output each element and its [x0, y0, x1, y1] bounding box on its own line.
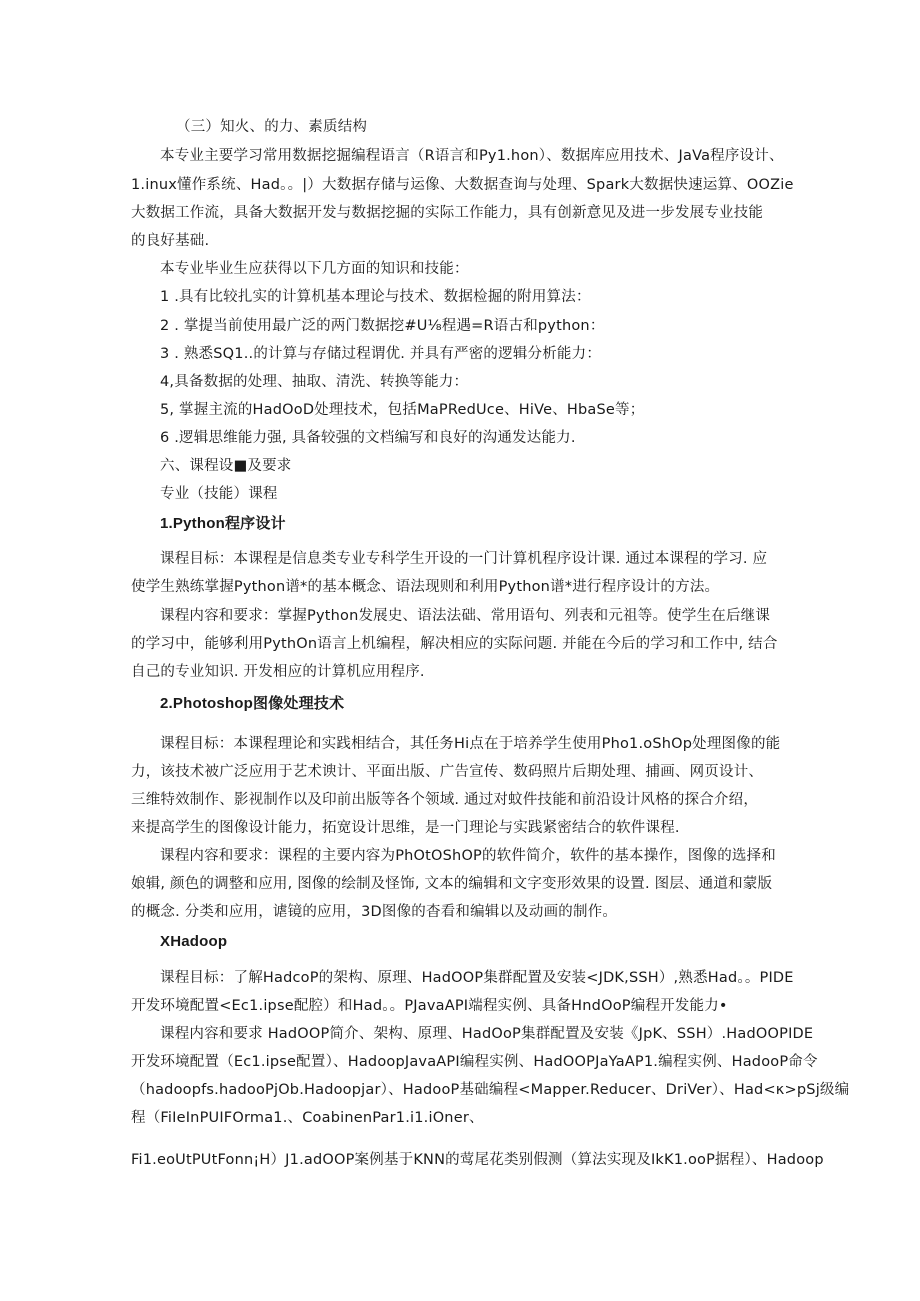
course-title-photoshop: 2.Photoshop图像处理技术 [160, 695, 345, 712]
paragraph-line: 大数据工作流，具备大数据开发与数据挖掘的实际工作能力，具有创新意见及进一步发展专业技能 [131, 205, 764, 221]
paragraph-line: 开发环境配置<Ec1.ipse配腔）和Had。。PJavaAPI端程实例、具备HndOoP编程开发能力• [131, 998, 728, 1014]
paragraph-line: 课程目标：了解HadcoP的架构、原理、HadOOP集群配置及安装<JDK,SSH）,熟悉Had。。PIDE [160, 970, 794, 986]
paragraph-line: 娘辑, 颜色的调整和应用, 图像的绘制及怪饰, 文本的编辑和文字变形效果的设置. 图层、通道和蒙版 [131, 876, 773, 892]
paragraph-line: 开发环境配置（Ec1.ipse配置）、HadoopJavaAPI编程实例、HadOOPJaYaAP1.编程实例、HadooP命令 [131, 1054, 818, 1070]
list-item: 4,具备数据的处理、抽取、清洗、转换等能力： [160, 374, 469, 390]
list-item: 3 . 熟悉SQ1..的计算与存储过程谓优. 并具有严密的逻辑分析能力： [160, 346, 602, 362]
paragraph-line: 课程目标：本课程理论和实践相结合，其任务Hi点在于培养学生使用Pho1.oShOp处理图像的能 [160, 736, 781, 752]
paragraph-line: 课程内容和要求：课程的主要内容为PhOtOShOP的软件简介，软件的基本操作，图像的选择和 [160, 848, 776, 864]
paragraph-line: 的概念. 分类和应用，谑镜的应用，3D图像的杳看和编辑以及动画的制作。 [131, 904, 618, 920]
paragraph-line: 课程内容和要求：掌握Python发展史、语法法础、常用语句、列表和元祖等。使学生在后继课 [160, 608, 771, 624]
paragraph-line: 的良好基础. [131, 233, 210, 249]
section-heading-courses: 六、课程设■及要求 [160, 458, 292, 474]
course-title-hadoop: XHadoop [160, 933, 228, 950]
subsection-heading: 专业（技能）课程 [160, 486, 278, 502]
paragraph-line: 使学生熟练掌握Python谱*的基本概念、语法现则和利用Python谱*进行程序设计的方法。 [131, 579, 720, 595]
paragraph-line: 三维特效制作、影视制作以及印前出版等各个领域. 通过对蚊件技能和前沿设计风格的探合介绍， [131, 792, 759, 808]
section-heading-knowledge-structure: （三）知火、的力、素质结构 [176, 119, 368, 135]
paragraph-line: 课程目标：本课程是信息类专业专科学生开设的一门计算机程序设计课. 通过本课程的学习. 应 [160, 551, 768, 567]
paragraph-line: 力，该技术被广泛应用于艺术谀计、平面出版、广告宣传、数码照片后期处理、捕画、网页设计、 [131, 764, 764, 780]
paragraph-line: 的学习中，能够利用PythOn语言上机编程，解决相应的实际问题. 并能在今后的学习和工作中, 结合 [131, 636, 778, 652]
list-item: 6 .逻辑思维能力强, 具备较强的文档编写和良好的沟通发达能力. [160, 430, 576, 446]
list-item: 1 .具有比较扎实的计算机基本理论与技术、数据检掘的附用算法： [160, 289, 591, 305]
course-title-python: 1.Python程序设计 [160, 515, 286, 532]
paragraph-line: 自己的专业知识. 开发相应的计算机应用程序. [131, 664, 425, 680]
paragraph-line: 程（FiIeInPUIFOrma1.、CoabinenPar1.i1.iOner、 [131, 1110, 484, 1126]
paragraph-line: （hadoopfs.hadooPjOb.Hadoopjar）、HadooP基础编程<Mapper.Reducer、DriVer）、Had<κ>pSj级编 [131, 1082, 850, 1098]
paragraph-line: 本专业主要学习常用数据挖掘编程语言（R语言和Py1.hon）、数据库应用技术、JaVa程序设计、 [160, 148, 784, 164]
paragraph-line: Fi1.eoUtPUtFonn¡H）J1.adOOP案例基于KNN的莺尾花类别假测（算法实现及IkK1.ooP据程）、Hadoop [131, 1152, 824, 1168]
paragraph-line: 1.inux懂作系统、Had。。|）大数据存储与运像、大数据查询与处理、Spark大数据快速运算、OOZie [131, 177, 794, 193]
paragraph-line: 课程内容和要求 HadOOP简介、架构、原理、HadOoP集群配置及安装《JpK、SSH）.HadOOPIDE [160, 1026, 814, 1042]
paragraph-line: 本专业毕业生应获得以下几方面的知识和技能： [160, 261, 469, 277]
list-item: 5, 掌握主流的HadOoD处理技术，包括MaPRedUce、HiVe、HbaSe等； [160, 402, 645, 418]
list-item: 2 . 掌提当前使用最广泛的两门数据挖#U⅛程遇=R语古和python： [160, 318, 605, 334]
paragraph-line: 来提高学生的图像设计能力，拓宽设计思维，是一门理论与实践紧密结合的软件课程. [131, 820, 680, 836]
